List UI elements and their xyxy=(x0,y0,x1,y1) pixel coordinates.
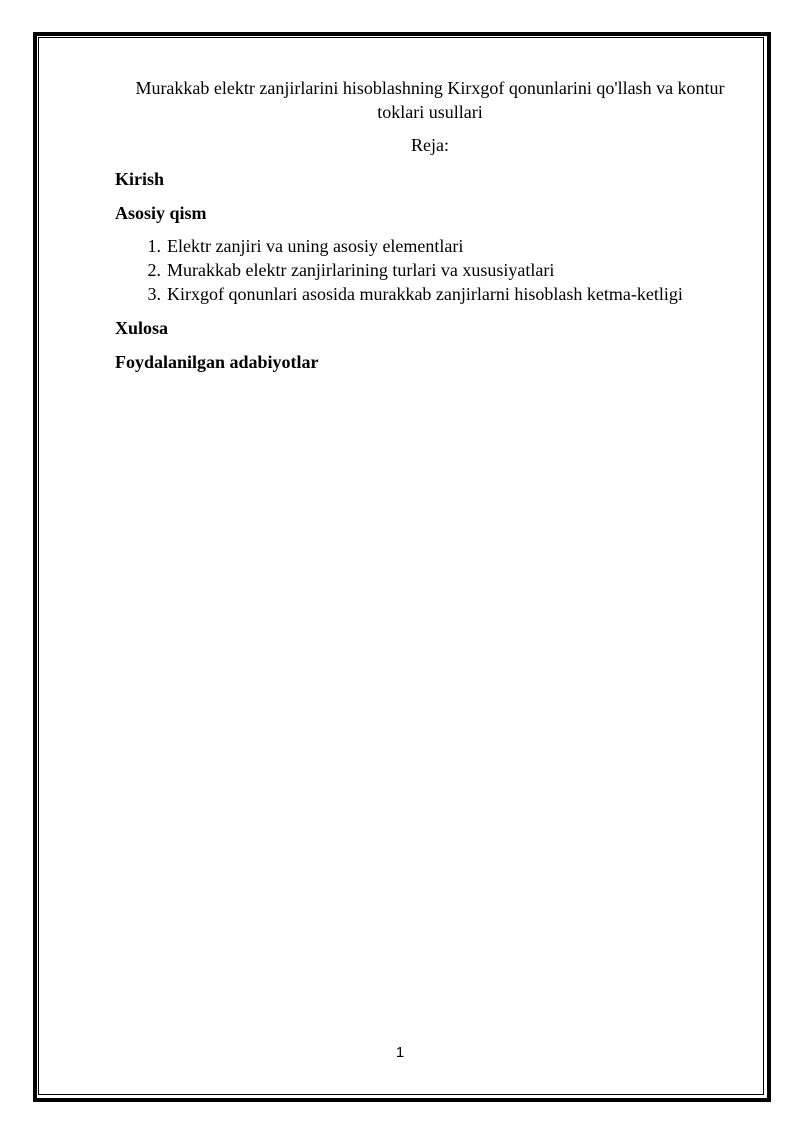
section-references: Foydalanilgan adabiyotlar xyxy=(115,352,319,372)
list-item xyxy=(115,234,683,258)
list-item-number: 2. xyxy=(147,260,161,280)
list-item-text: Murakkab elektr zanjirlarining turlari va xususiyatlari xyxy=(167,260,555,280)
list-item-number: 3. xyxy=(147,284,161,304)
list-item xyxy=(115,282,683,306)
section-main: Asosiy qism xyxy=(115,203,207,223)
list-item xyxy=(115,258,683,282)
section-intro: Kirish xyxy=(115,169,165,189)
document-title: Murakkab elektr zanjirlarini hisoblashning Kirxgof qonunlarini qo'llash va kontur toklari usullari xyxy=(135,78,725,122)
page-border-inner xyxy=(38,37,764,1095)
list-item-text: Kirxgof qonunlari asosida murakkab zanjirlarni hisoblash ketma-ketligi xyxy=(167,284,683,304)
list-item-number: 1. xyxy=(147,236,161,256)
main-items-list xyxy=(115,234,683,306)
page-number: 1 xyxy=(395,1044,405,1061)
list-item-text: Elektr zanjiri va uning asosiy elementlari xyxy=(167,236,464,256)
plan-label: Reja: xyxy=(411,135,449,155)
section-conclusion: Xulosa xyxy=(115,318,169,338)
